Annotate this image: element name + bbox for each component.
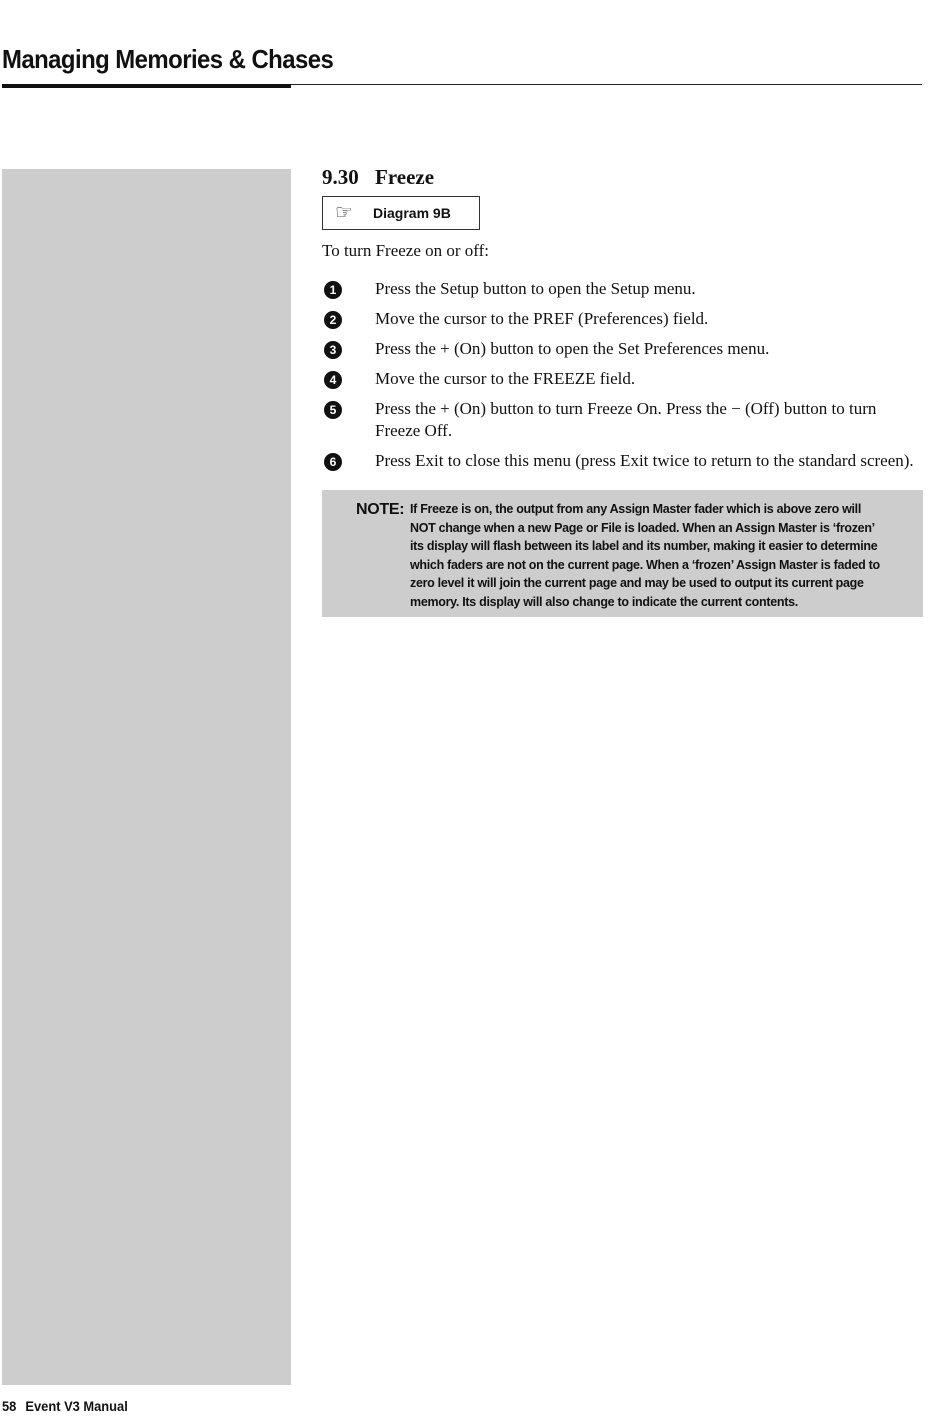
page-number: 58 — [2, 1398, 17, 1414]
note-text: If Freeze is on, the output from any Assign Master fader which is above zero will NOT change when a new Page or File is loaded. When an Assign Master is ‘frozen’ its display will flash between its label and its number, making it easier to determine which faders are not on the current page. When a ‘frozen’ Assign Master is faded to zero level it will join the current page and may be used to output its current page memory. Its display will also change to indicate the current contents. — [410, 502, 880, 609]
step-item — [322, 338, 924, 360]
section-heading — [322, 165, 924, 190]
step-item — [322, 368, 924, 390]
step-item — [322, 278, 924, 300]
step-number-badge: 1 — [324, 281, 342, 299]
step-text: Press Exit to close this menu (press Exit twice to return to the standard screen). — [375, 451, 914, 470]
step-number-badge: 6 — [324, 453, 342, 471]
intro-text: To turn Freeze on or off: — [322, 241, 490, 260]
manual-title: Event V3 Manual — [25, 1398, 128, 1414]
step-text: Press the + (On) button to turn Freeze On. Press the − (Off) button to turn Freeze Off. — [375, 399, 877, 440]
step-list — [322, 278, 924, 472]
section-content — [322, 165, 924, 617]
section-title: Freeze — [375, 165, 435, 189]
step-number-badge: 2 — [324, 311, 342, 329]
chapter-title: Managing Memories & Chases — [2, 44, 334, 74]
diagram-reference[interactable] — [322, 196, 480, 230]
step-item — [322, 398, 924, 442]
step-item — [322, 308, 924, 330]
section-number: 9.30 — [322, 165, 359, 189]
step-number-badge: 4 — [324, 371, 342, 389]
step-item — [322, 450, 924, 472]
diagram-reference-label: Diagram 9B — [373, 205, 451, 221]
step-text: Press the + (On) button to open the Set Preferences menu. — [375, 339, 770, 358]
step-text: Move the cursor to the FREEZE field. — [375, 369, 636, 388]
step-text: Press the Setup button to open the Setup menu. — [375, 279, 696, 298]
header-rule-accent — [2, 84, 291, 88]
pointing-hand-icon: ☞ — [335, 202, 353, 224]
step-number-badge: 5 — [324, 401, 342, 419]
note-label: NOTE: — [356, 501, 405, 518]
page-footer — [2, 1398, 128, 1414]
margin-panel — [2, 169, 291, 1385]
note-box — [322, 490, 923, 617]
step-number-badge: 3 — [324, 341, 342, 359]
step-text: Move the cursor to the PREF (Preferences) field. — [375, 309, 709, 328]
